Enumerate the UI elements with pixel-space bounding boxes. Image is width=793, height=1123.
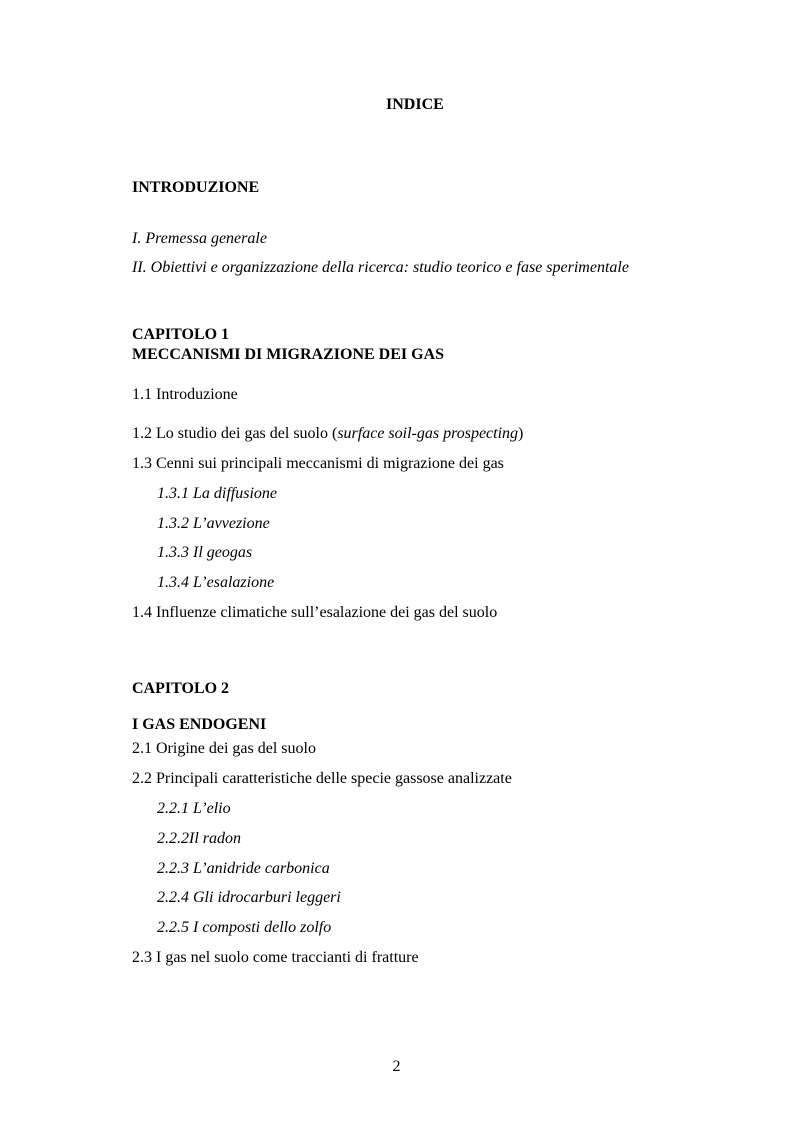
toc-entry-2-2-4: 2.2.4 Gli idrocarburi leggeri xyxy=(157,889,341,906)
toc-entry-2-2-3: 2.2.3 L’anidride carbonica xyxy=(157,860,330,877)
toc-entry-2-2-1: 2.2.1 L’elio xyxy=(157,800,231,817)
chapter-2-label: CAPITOLO 2 xyxy=(132,680,230,697)
toc-entry-1-3-3: 1.3.3 Il geogas xyxy=(157,544,253,561)
toc-entry-2-3: 2.3 I gas nel suolo come traccianti di fratture xyxy=(132,949,419,966)
toc-entry-1-2-close: ) xyxy=(518,425,524,442)
toc-entry-1-2-text: 1.2 Lo studio dei gas del suolo ( xyxy=(132,425,338,442)
toc-entry-1-3-2: 1.3.2 L’avvezione xyxy=(157,515,270,532)
toc-entry-2-2-2: 2.2.2Il radon xyxy=(157,830,241,847)
toc-entry-intro-1: I. Premessa generale xyxy=(132,230,267,247)
toc-entry-1-3-4: 1.3.4 L’esalazione xyxy=(157,574,275,591)
toc-entry-1-3: 1.3 Cenni sui principali meccanismi di migrazione dei gas xyxy=(132,455,504,472)
page-number: 2 xyxy=(392,1058,401,1075)
chapter-1-title: MECCANISMI DI MIGRAZIONE DEI GAS xyxy=(132,346,445,363)
toc-entry-2-1: 2.1 Origine dei gas del suolo xyxy=(132,740,316,757)
toc-entry-1-3-1: 1.3.1 La diffusione xyxy=(157,485,278,502)
toc-entry-1-1: 1.1 Introduzione xyxy=(132,386,238,403)
toc-entry-1-4: 1.4 Influenze climatiche sull’esalazione dei gas del suolo xyxy=(132,604,498,621)
chapter-2-title: I GAS ENDOGENI xyxy=(132,716,267,733)
page-title: INDICE xyxy=(386,96,444,113)
toc-entry-1-2 xyxy=(132,425,523,443)
chapter-1-label: CAPITOLO 1 xyxy=(132,326,230,343)
toc-entry-intro-2: II. Obiettivi e organizzazione della ricerca: studio teorico e fase sperimentale xyxy=(132,259,629,276)
toc-entry-1-2-italic: surface soil-gas prospecting xyxy=(337,425,519,442)
intro-heading: INTRODUZIONE xyxy=(132,179,260,196)
toc-entry-2-2-5: 2.2.5 I composti dello zolfo xyxy=(157,919,332,936)
toc-entry-2-2: 2.2 Principali caratteristiche delle specie gassose analizzate xyxy=(132,770,512,787)
